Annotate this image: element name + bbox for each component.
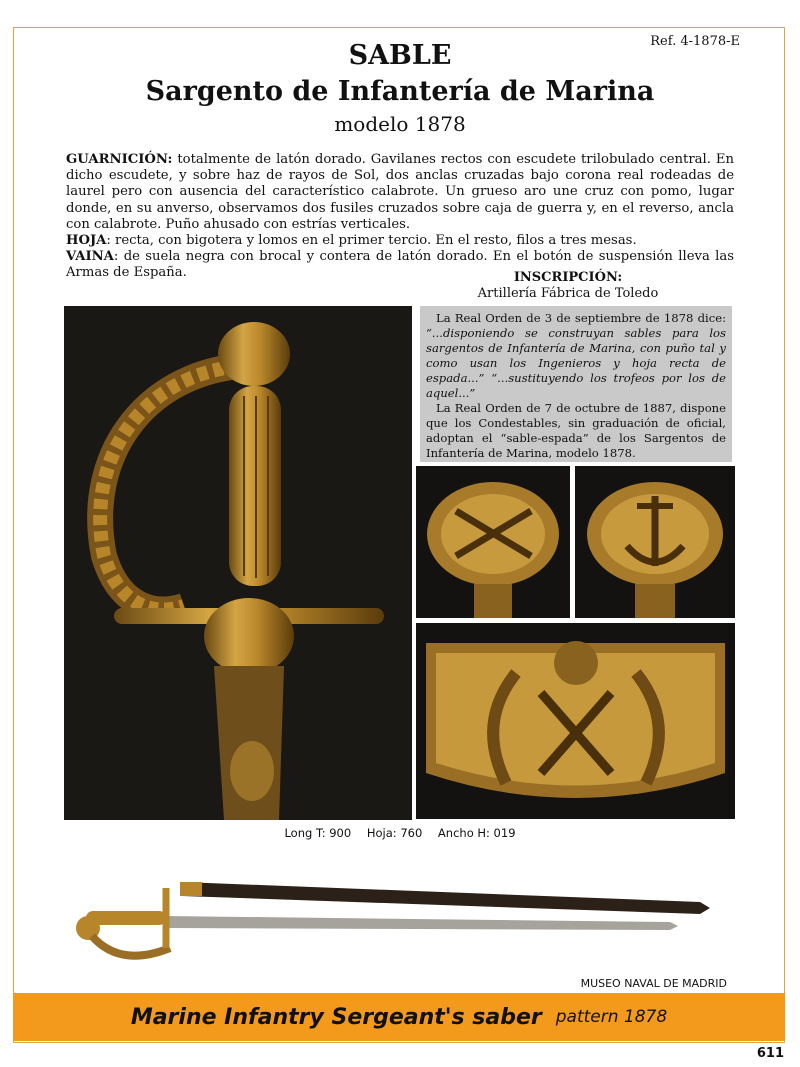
english-pattern: pattern 1878 — [555, 1007, 668, 1027]
dimensions — [0, 826, 800, 840]
inscription-heading: INSCRIPCIÓN: — [513, 270, 623, 285]
pommel-reverse-image — [575, 466, 735, 618]
page-number: 611 — [756, 1046, 784, 1061]
hoja-paragraph — [66, 233, 734, 249]
guard-shield-image — [416, 623, 735, 819]
page-subtitle: Sargento de Infantería de Marina — [145, 76, 655, 107]
page-title: SABLE — [348, 40, 452, 71]
pommel-obverse-photo — [416, 466, 570, 618]
inscription-text: Artillería Fábrica de Toledo — [477, 286, 659, 301]
museum-credit: MUSEO NAVAL DE MADRID — [580, 977, 727, 990]
hoja-label: HOJA — [66, 233, 107, 249]
model-year: modelo 1878 — [334, 112, 466, 136]
description — [66, 152, 734, 282]
note-p1-quote: “...disponiendo se construyan sables para los sargentos de Infantería de Marina, con puño tal y como usan los Ingenieros y hoja recta de espada...” “...sustituyendo los trofeos por los de aquel...” — [426, 326, 726, 400]
full-saber-image — [70, 878, 715, 970]
inscription-block — [420, 270, 716, 302]
hilt-photo — [64, 306, 412, 820]
footer-band — [13, 993, 785, 1041]
note-paragraph-2: La Real Orden de 7 de octubre de 1887, dispone que los Condestables, sin graduación de oficial, adoptan el “sable-espada” de los Sargentos de Infantería de Marina, modelo 1878. — [426, 401, 726, 460]
note-paragraph-1 — [426, 311, 726, 401]
guarnicion-text: totalmente de latón dorado. Gavilanes rectos con escudete trilobulado central. En dicho escudete, y sobre haz de rayos de Sol, dos anclas cruzadas bajo corona real rodeadas de laurel pero con ausencia del característico calabrote. Un grueso aro une cruz con pomo, lugar donde, en su anverso, observamos dos fusiles cruzados sobre caja de guerra y, en el reverso, ancla con calabrote. Puño ahusado con estrías verticales. — [66, 152, 734, 232]
blade-length: Hoja: 760 — [366, 826, 423, 840]
vaina-label: VAINA — [66, 249, 114, 265]
hilt-photo-image — [64, 306, 412, 820]
reference-code: Ref. 4-1878-E — [650, 34, 740, 49]
guard-shield-photo — [416, 623, 735, 819]
pommel-reverse-photo — [575, 466, 735, 618]
guarnicion-label: GUARNICIÓN: — [66, 152, 173, 167]
vaina-text: : de suela negra con brocal y contera de latón dorado. En el botón de suspensión lleva las Armas de España. — [66, 249, 734, 281]
pommel-obverse-image — [416, 466, 570, 618]
english-title: Marine Infantry Sergeant's saber — [130, 1004, 542, 1030]
hoja-text: : recta, con bigotera y lomos en el primer tercio. En el resto, filos a tres mesas. — [106, 233, 637, 249]
blade-width: Ancho H: 019 — [437, 826, 516, 840]
guarnicion-paragraph — [66, 152, 734, 233]
full-saber-photo — [70, 878, 715, 970]
total-length: Long T: 900 — [284, 826, 352, 840]
note-p1-start: La Real Orden de 3 de septiembre de 1878 dice: — [436, 311, 726, 325]
historical-note — [420, 306, 732, 462]
